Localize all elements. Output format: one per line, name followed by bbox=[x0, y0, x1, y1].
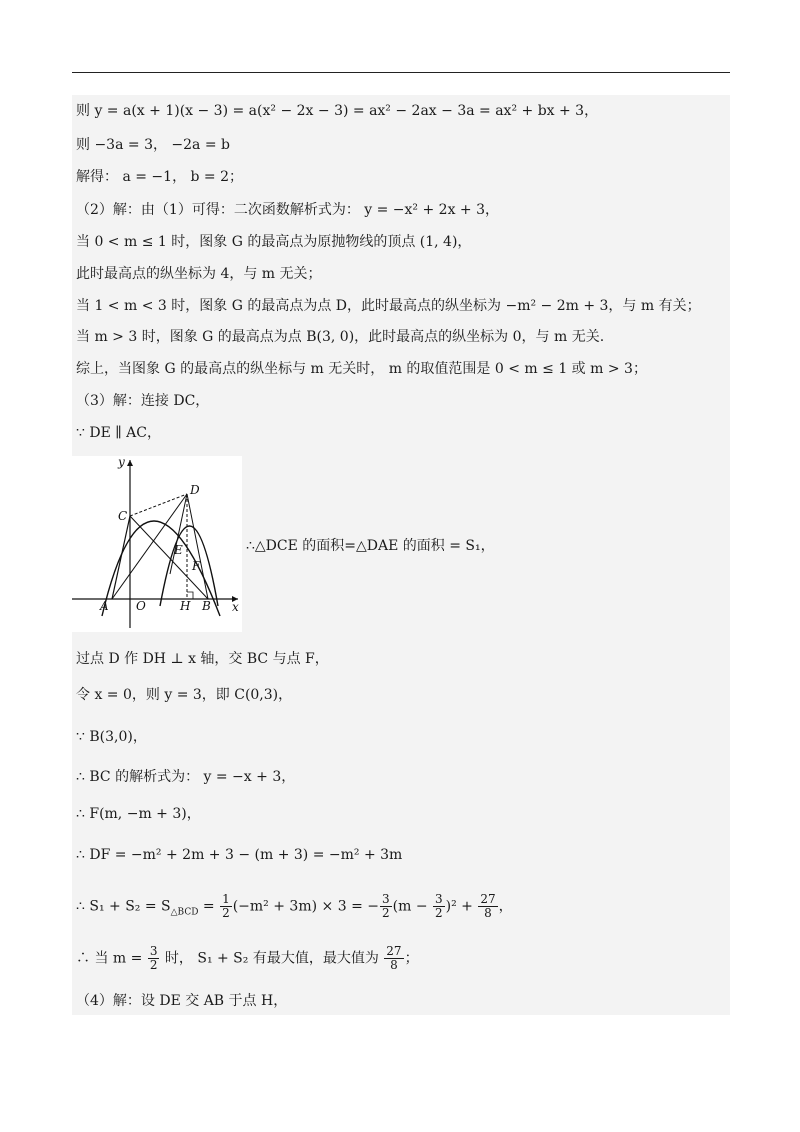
fraction-denominator: 2 bbox=[149, 958, 158, 972]
fraction-m-value bbox=[148, 945, 160, 972]
fraction-three-halves-inner bbox=[433, 893, 445, 920]
label-B: B bbox=[202, 599, 211, 613]
line-13: 过点 D 作 DH ⊥ x 轴，交 BC 与点 F， bbox=[76, 651, 329, 667]
line-19-mid: (−m² + 3m) × 3 = − bbox=[232, 898, 379, 915]
label-A: A bbox=[100, 599, 109, 613]
line-10: （3）解：连接 DC， bbox=[76, 393, 210, 409]
fraction-27-8 bbox=[478, 893, 497, 920]
fraction-denominator: 8 bbox=[484, 906, 492, 920]
line-18: ∴ DF = −m² + 2m + 3 − (m + 3) = −m² + 3m bbox=[76, 847, 403, 863]
line-14: 令 x = 0，则 y = 3，即 C(0,3)， bbox=[76, 687, 293, 703]
fraction-denominator: 8 bbox=[390, 958, 398, 972]
segment-CD bbox=[130, 494, 187, 516]
label-y: y bbox=[118, 456, 125, 469]
line-19 bbox=[76, 893, 513, 921]
line-6: 此时最高点的纵坐标为 4，与 m 无关； bbox=[76, 266, 322, 282]
label-D: D bbox=[190, 483, 200, 497]
line-7: 当 1 < m < 3 时，图象 G 的最高点为点 D，此时最高点的纵坐标为 −m² − 2m + 3，与 m 有关； bbox=[76, 298, 701, 314]
fraction-denominator: 2 bbox=[222, 906, 230, 920]
line-20-end: ； bbox=[404, 950, 419, 967]
fraction-one-half bbox=[220, 893, 232, 920]
label-C: C bbox=[118, 509, 128, 523]
label-O: O bbox=[136, 599, 146, 613]
fraction-numerator: 27 bbox=[480, 892, 496, 906]
line-19-equals: = bbox=[198, 898, 220, 915]
line-3: 解得： a = −1， b = 2； bbox=[76, 169, 244, 185]
translated-parabola bbox=[160, 526, 218, 606]
label-H: H bbox=[180, 599, 191, 613]
line-9: 综上，当图象 G 的最高点的纵坐标与 m 无关时， m 的取值范围是 0 < m ≤ 1 或 m > 3； bbox=[76, 361, 647, 377]
line-19-lhs: ∴ S₁ + S₂ = S bbox=[76, 898, 171, 915]
line-15: ∵ B(3,0)， bbox=[76, 729, 147, 745]
line-1: 则 y = a(x + 1)(x − 3) = a(x² − 2x − 3) = ax² − 2ax − 3a = ax² + bx + 3， bbox=[76, 103, 599, 119]
header-rule bbox=[72, 72, 730, 73]
fraction-denominator: 2 bbox=[435, 906, 443, 920]
line-19-end: ， bbox=[498, 898, 513, 915]
line-17: ∴ F(m, −m + 3)， bbox=[76, 806, 201, 822]
fraction-numerator: 3 bbox=[381, 892, 390, 906]
line-20-mid: 时， S₁ + S₂ 有最大值，最大值为 bbox=[160, 950, 384, 967]
parabola-diagram bbox=[72, 456, 242, 632]
line-5: 当 0 < m ≤ 1 时，图象 G 的最高点为原抛物线的顶点 (1, 4)， bbox=[76, 234, 472, 250]
line-11: ∵ DE ∥ AC， bbox=[76, 425, 161, 441]
line-2: 则 −3a = 3， −2a = b bbox=[76, 137, 230, 153]
line-21: （4）解：设 DE 交 AB 于点 H， bbox=[76, 993, 288, 1009]
line-8: 当 m > 3 时，图象 G 的最高点为点 B(3, 0)，此时最高点的纵坐标为 0，与 m 无关. bbox=[76, 329, 605, 345]
segment-DB bbox=[187, 494, 208, 599]
line-19-square: )² + bbox=[445, 898, 478, 915]
line-19-paren: (m − bbox=[392, 898, 432, 915]
label-F: F bbox=[192, 559, 201, 573]
fraction-max-value bbox=[384, 945, 403, 972]
y-axis-arrow-icon bbox=[127, 460, 133, 466]
line-20 bbox=[76, 945, 419, 972]
line-20-start: ∴ 当 m = bbox=[76, 950, 147, 967]
geometry-figure bbox=[72, 456, 242, 632]
label-x: x bbox=[232, 600, 239, 614]
line-19-subscript: △BCD bbox=[170, 907, 199, 918]
right-angle-mark bbox=[187, 592, 193, 599]
label-E: E bbox=[174, 543, 183, 557]
line-12: ∴△DCE 的面积=△DAE 的面积 = S₁， bbox=[246, 538, 495, 554]
fraction-numerator: 3 bbox=[435, 892, 443, 906]
fraction-three-halves bbox=[380, 893, 392, 920]
line-16: ∴ BC 的解析式为： y = −x + 3， bbox=[76, 769, 296, 785]
fraction-denominator: 2 bbox=[381, 906, 390, 920]
fraction-numerator: 3 bbox=[149, 944, 158, 958]
line-4: （2）解：由（1）可得：二次函数解析式为： y = −x² + 2x + 3， bbox=[76, 202, 500, 218]
fraction-numerator: 27 bbox=[386, 944, 402, 958]
fraction-numerator: 1 bbox=[222, 892, 230, 906]
